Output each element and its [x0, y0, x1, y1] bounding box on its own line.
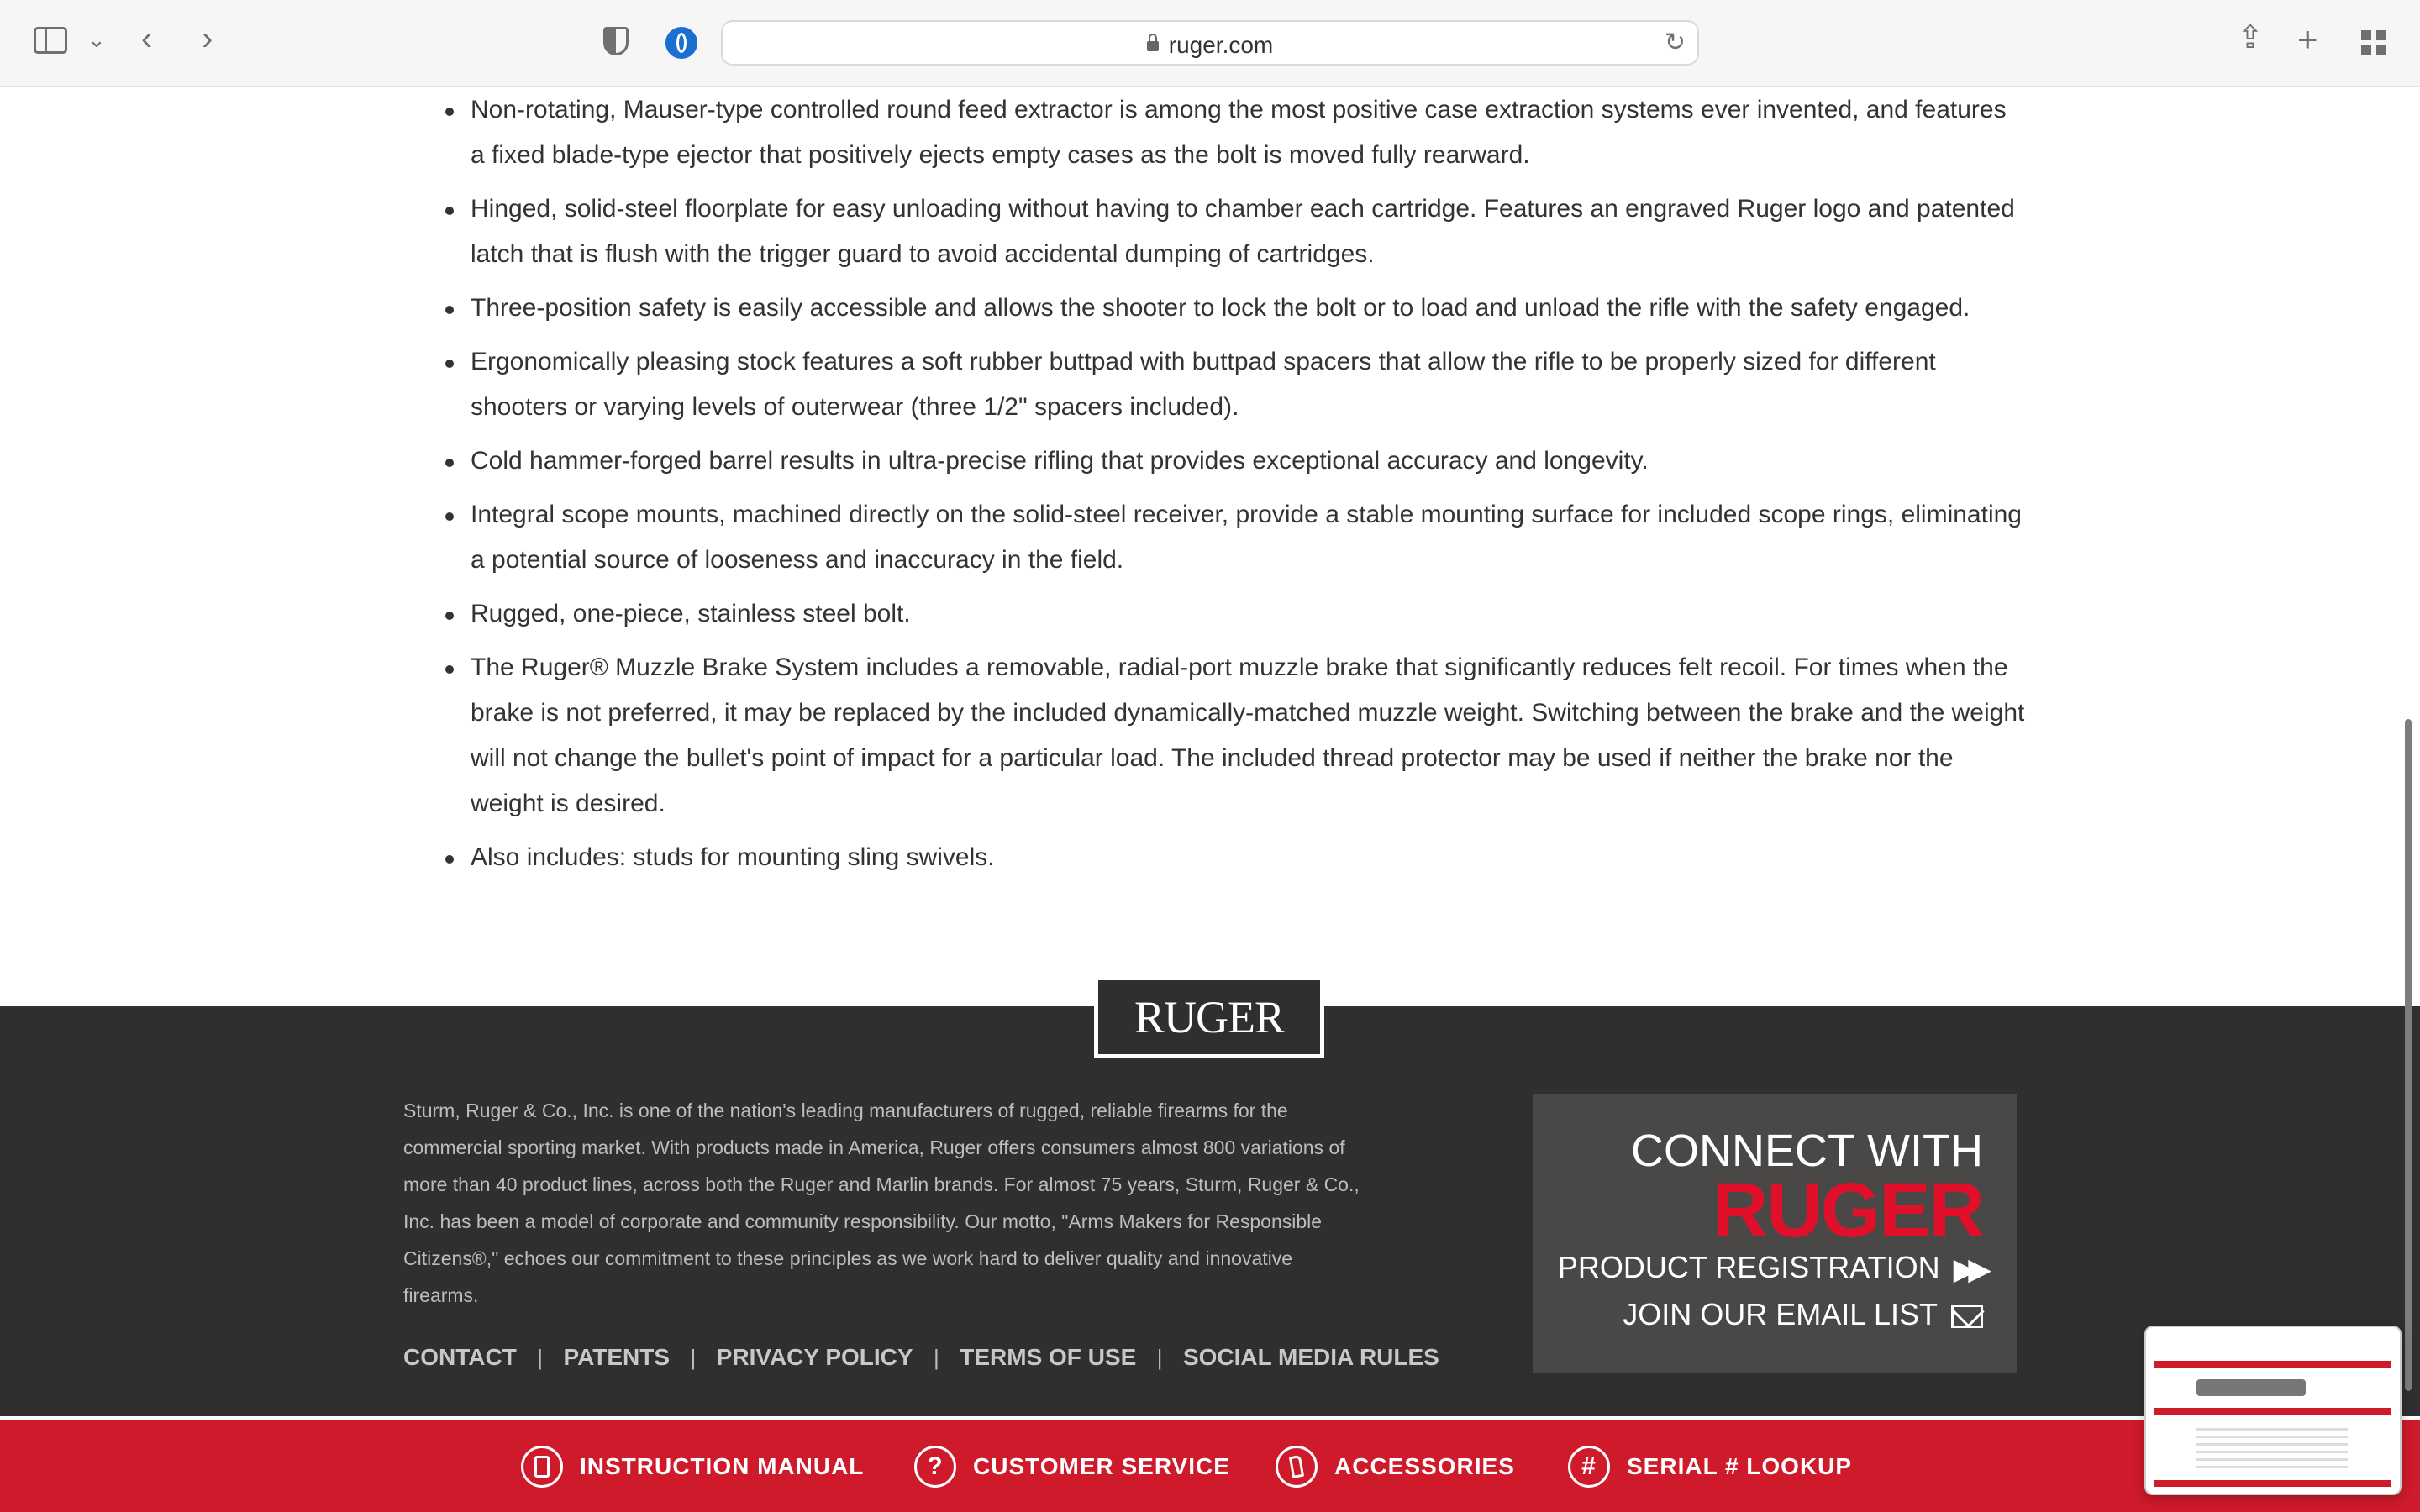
rifle-image [2196, 1379, 2306, 1396]
list-item: Three-position safety is easily accessible and allows the shooter to lock the bolt or to load and unload the rifle with the safety engaged. [445, 286, 2025, 331]
ruger-logo[interactable]: RUGER [1094, 976, 1324, 1058]
scrollbar-thumb[interactable] [2405, 719, 2412, 1391]
connect-panel [1533, 1094, 2017, 1373]
list-item: Non-rotating, Mauser-type controlled round feed extractor is among the most positive case extraction systems ever invented, and features a fixed blade-type ejector that positively ejects empty cases as the bolt is moved fully rearward. [445, 87, 2025, 178]
address-bar[interactable] [721, 20, 1699, 66]
hash-icon: # [1568, 1446, 1610, 1488]
footer-links [403, 1344, 1439, 1378]
accessories-icon [1276, 1446, 1318, 1488]
footer-link-patents[interactable]: PATENTS [563, 1344, 670, 1370]
link-separator: | [690, 1345, 697, 1370]
list-item: Ergonomically pleasing stock features a soft rubber buttpad with buttpad spacers that allow the rifle to be properly sized for different shooters or varying levels of outerwear (three 1/2" spacers included). [445, 339, 2025, 430]
sidebar-toggle-icon[interactable] [34, 27, 67, 54]
list-item: Cold hammer-forged barrel results in ultra-precise rifling that provides exceptional accuracy and longevity. [445, 438, 2025, 484]
fast-forward-icon: ▶▶ [1953, 1252, 1983, 1287]
chevron-down-icon[interactable]: ⌄ [87, 27, 106, 52]
footer-link-privacy-policy[interactable]: PRIVACY POLICY [716, 1344, 913, 1370]
about-text: Sturm, Ruger & Co., Inc. is one of the nation's leading manufacturers of rugged, reliable firearms for the commercial sporting market. With products made in America, Ruger offers consumers almost 800 variations of more than 40 product lines, across both the Ruger and Marlin brands. For almost 75 years, Sturm, Ruger & Co., Inc. has been a model of corporate and community responsibility. Our motto, "Arms Makers for Responsible Citizens®," echoes our commitment to these principles as we work hard to deliver quality and innovative firearms. [403, 1100, 1360, 1306]
manual-icon [521, 1446, 563, 1488]
forward-icon[interactable]: › [202, 20, 213, 57]
password-manager-icon[interactable] [666, 27, 697, 59]
envelope-icon [1951, 1305, 1983, 1328]
footer-link-social-media-rules[interactable]: SOCIAL MEDIA RULES [1182, 1344, 1439, 1370]
back-icon[interactable]: ‹ [141, 20, 153, 57]
email-list-link[interactable]: JOIN OUR EMAIL LIST [1623, 1297, 1983, 1332]
list-item: Also includes: studs for mounting sling swivels. [445, 835, 2025, 880]
bottom-action-bar [0, 1416, 2420, 1512]
list-item: The Ruger® Muzzle Brake System includes a removable, radial-port muzzle brake that significantly reduces felt recoil. For times when the brake is not preferred, it may be replaced by the included dynamically-matched muzzle weight. Switching between the brake and the weight will not change the bullet's point of impact for a particular load. The included thread protector may be used if neither the brake nor the weight is desired. [445, 645, 2025, 827]
new-tab-icon[interactable]: + [2297, 19, 2318, 59]
link-separator: | [1156, 1345, 1163, 1370]
footer-link-contact[interactable]: CONTACT [403, 1344, 517, 1370]
list-item: Hinged, solid-steel floorplate for easy unloading without having to chamber each cartridge. Features an engraved Ruger logo and patented latch that is flush with the trigger guard to avoid accidental dumping of cartridges. [445, 186, 2025, 277]
share-icon[interactable]: ⇪ [2237, 20, 2264, 55]
list-item: Integral scope mounts, machined directly on the solid-steel receiver, provide a stable mounting surface for included scope rings, eliminating a potential source of looseness and inaccuracy in the field. [445, 492, 2025, 583]
question-icon: ? [914, 1446, 956, 1488]
customer-service-button[interactable]: ? CUSTOMER SERVICE [914, 1443, 1230, 1490]
connect-title: CONNECT WITH [1631, 1126, 1983, 1176]
serial-lookup-button[interactable]: # SERIAL # LOOKUP [1568, 1443, 1852, 1490]
accessories-button[interactable]: ACCESSORIES [1276, 1443, 1515, 1490]
tab-overview-icon[interactable] [2361, 30, 2386, 55]
product-registration-link[interactable]: PRODUCT REGISTRATION ▶▶ [1557, 1250, 1983, 1287]
connect-brand: RUGER [1712, 1168, 1983, 1253]
privacy-shield-icon[interactable] [603, 27, 629, 55]
link-separator: | [934, 1345, 939, 1370]
instruction-manual-button[interactable]: INSTRUCTION MANUAL [521, 1443, 864, 1490]
browser-toolbar [0, 0, 2420, 87]
feature-list [445, 87, 2025, 889]
link-separator: | [537, 1345, 544, 1370]
reload-icon[interactable]: ↻ [1664, 29, 1686, 56]
url-text: ruger.com [723, 32, 1697, 59]
page-thumbnail-preview[interactable] [2144, 1326, 2402, 1495]
footer-link-terms-of-use[interactable]: TERMS OF USE [960, 1344, 1137, 1370]
list-item: Rugged, one-piece, stainless steel bolt. [445, 591, 2025, 637]
lock-icon [1147, 41, 1159, 51]
